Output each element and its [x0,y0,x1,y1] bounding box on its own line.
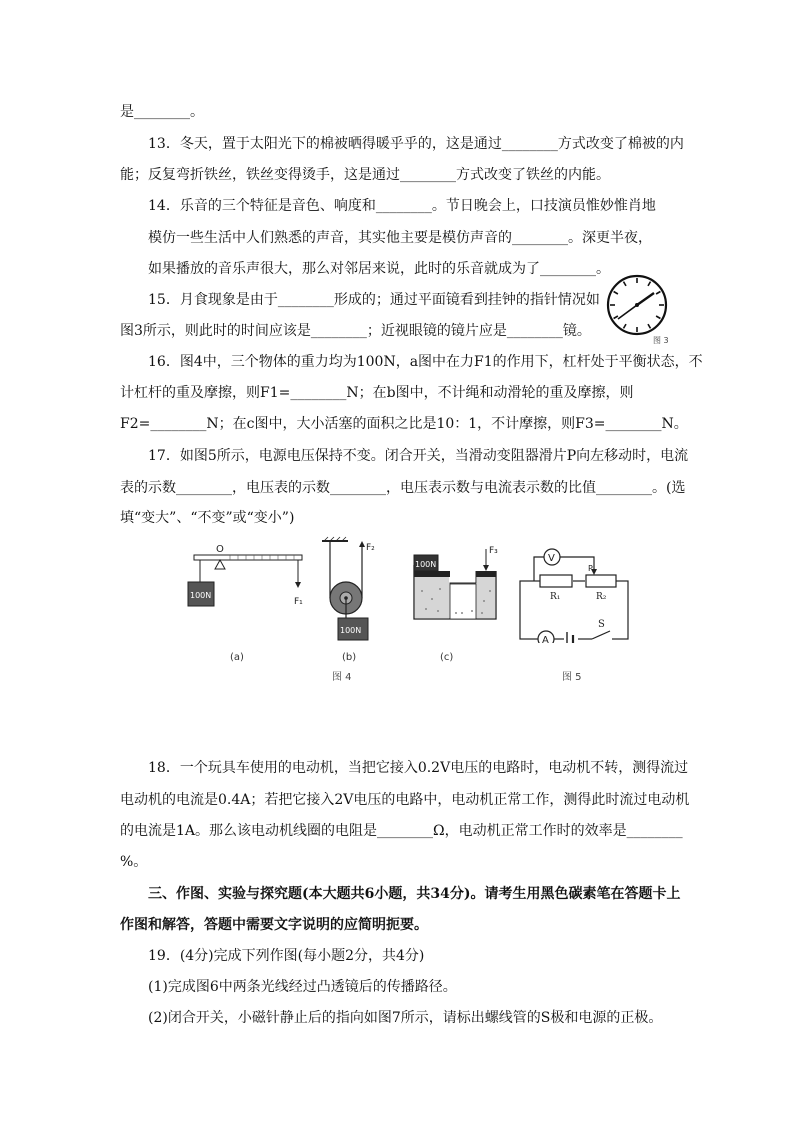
svg-text:A: A [542,635,549,643]
resistor-r1 [540,575,572,587]
question-15-line-2: 图3所示，则此时的时间应该是________；近视眼镜的镜片应是________镜。 [120,323,591,339]
question-16-line-2: 计杠杆的重及摩擦，则F1=________N；在b图中，不计绳和动滑轮的重及摩擦，则 [120,385,634,401]
section-3-instruction: 作图和解答，答题中需要文字说明的应简明扼要。 [120,917,428,933]
text-line-1: 是________。 [120,104,204,120]
figure-4b-pulley [318,536,378,668]
switch-s-label: S [598,619,605,630]
r2-label: R₂ [596,592,607,602]
resistor-r2 [586,575,616,587]
f3-label: F₃ [489,546,498,556]
sub-label-c: (c) [440,652,454,663]
question-17-line-2: 表的示数________，电压表的示数________，电压表示数与电流表示数的比值________。(选 [120,480,686,496]
figure-5-circuit [512,543,632,643]
svg-text:100N: 100N [415,560,437,569]
pivot-o-label: O [216,544,224,555]
svg-text:V: V [548,553,555,564]
f2-label: F₂ [366,543,375,553]
question-19-part-2: (2)闭合开关，小磁针静止后的指向如图7所示，请标出螺线管的S极和电源的正极。 [148,1010,663,1026]
question-19-title: 19．(4分)完成下列作图(每小题2分，共4分) [148,948,425,964]
sub-label-b: (b) [342,652,357,663]
question-18-line-3: 的电流是1A。那么该电动机线圈的电阻是________Ω，电动机正常工作时的效率是________ [120,823,683,839]
svg-text:100N: 100N [340,626,362,635]
question-14-line-3: 如果播放的音乐声很大，那么对邻居来说，此时的乐音就成为了________。 [148,261,610,277]
sub-label-a: (a) [230,652,244,663]
question-16-line-3: F2=________N；在c图中，大小活塞的面积之比是10：1，不计摩擦，则F3=________N。 [120,416,688,432]
figure-3-clock [605,273,669,345]
figure-4a-lever [180,538,310,668]
question-17-line-3: 填“变大”、“不变”或“变小”) [120,510,295,526]
f1-label: F₁ [294,597,303,607]
question-16-line-1: 16．图4中，三个物体的重力均为100N，a图中在力F1的作用下，杠杆处于平衡状态，不 [148,354,703,370]
question-17-line-1: 17．如图5所示，电源电压保持不变。闭合开关，当滑动变阻器滑片P向左移动时，电流 [148,448,689,464]
question-13-line-1: 13．冬天，置于太阳光下的棉被晒得暖乎乎的，这是通过________方式改变了棉被的内 [148,136,684,152]
question-15-line-1: 15．月食现象是由于________形成的；通过平面镜看到挂钟的指针情况如 [148,292,600,308]
figure-4c-hydraulic [410,543,500,668]
question-14-line-1: 14．乐音的三个特征是音色、响度和________。节日晚会上，口技演员惟妙惟肖地 [148,198,656,214]
slider-p-label: P [588,564,593,573]
r1-label: R₁ [550,592,561,602]
svg-text:100N: 100N [190,591,212,600]
question-18-line-4: %。 [120,854,148,870]
question-13-line-2: 能；反复弯折铁丝，铁丝变得烫手，这是通过________方式改变了铁丝的内能。 [120,167,610,183]
figure-3-caption: 图 3 [653,336,669,345]
figure-5-caption: 图 5 [562,672,582,683]
section-3-heading: 三、作图、实验与探究题(本大题共6小题，共34分)。请考生用黑色碳素笔在答题卡上 [148,886,681,902]
question-18-line-1: 18．一个玩具车使用的电动机，当把它接入0.2V电压的电路时，电动机不转，测得流过 [148,760,689,776]
figure-4-caption: 图 4 [332,672,352,683]
question-14-line-2: 模仿一些生活中人们熟悉的声音，其实他主要是模仿声音的________。深更半夜， [148,230,652,246]
question-19-part-1: (1)完成图6中两条光线经过凸透镜后的传播路径。 [148,979,457,995]
question-18-line-2: 电动机的电流是0.4A；若把它接入2V电压的电路中，电动机正常工作，测得此时流过电动机 [120,792,690,808]
